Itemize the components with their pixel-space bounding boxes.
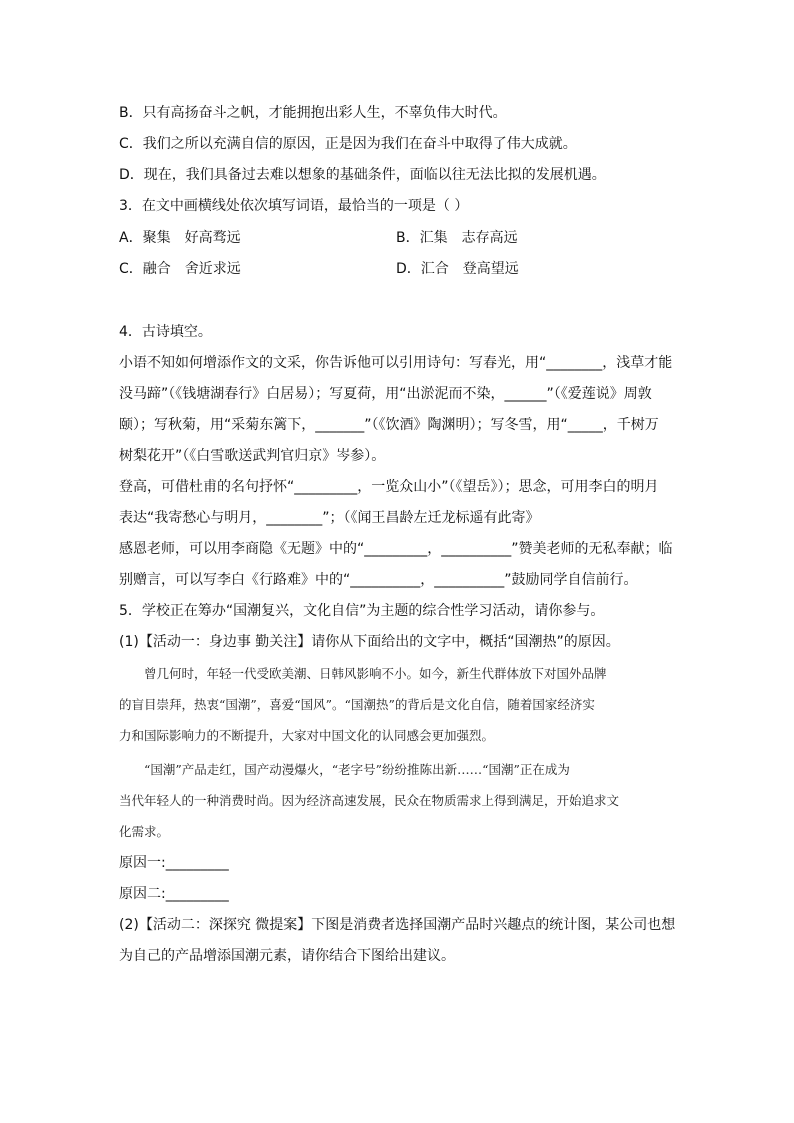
q4-text-line: 树梨花开”（《白雪歌送武判官归京》岑参）。 — [119, 448, 386, 464]
q3-option-a: A．聚集 好高骛远 — [119, 230, 241, 246]
reason-one-answer[interactable]: 原因一:_________ — [119, 855, 229, 871]
reason-two-answer[interactable]: 原因二:_________ — [119, 886, 229, 902]
q3-option-b: B．汇集 志存高远 — [396, 230, 518, 246]
q2-option-b: B．只有高扬奋斗之帆，才能拥抱出彩人生，不辜负伟大时代。 — [119, 105, 507, 121]
q4-text-line: 表达“我寄愁心与明月，________”；（《闻王昌龄左迁龙标遥有此寄》 — [119, 510, 540, 526]
passage-line: 的盲目崇拜，热衷“国潮”，喜爱“国风”。“国潮热”的背后是文化自信，随着国家经济实 — [119, 697, 595, 712]
q3-option-d: D．汇合 登高望远 — [396, 261, 519, 277]
q4-text-line: 小语不知如何增添作文的文采，你告诉他可以引用诗句：写春光，用“________，浅草才能 — [119, 355, 673, 371]
q4-text-line: 别赠言，可以写李白《行路难》中的“__________，__________”鼓励同学自信前行。 — [119, 572, 638, 588]
q4-text-line: 没马蹄”（《钱塘湖春行》白居易）；写夏荷，用“出淤泥而不染，______”（《爱莲说》周敦 — [119, 386, 652, 402]
q2-option-c: C．我们之所以充满自信的原因，正是因为我们在奋斗中取得了伟大成就。 — [119, 136, 577, 152]
q4-text-line: 感恩老师，可以用李商隐《无题》中的“_________，__________”赞美老师的无私奉献；临 — [119, 541, 673, 557]
q2-option-d: D．现在，我们具备过去难以想象的基础条件，面临以往无法比拟的发展机遇。 — [119, 167, 606, 183]
q5-activity1: (1)【活动一：身边事 勤关注】请你从下面给出的文字中，概括“国潮热”的原因。 — [119, 634, 620, 650]
passage-line: 当代年轻人的一种消费时尚。因为经济高速发展，民众在物质需求上得到满足，开始追求文 — [119, 793, 620, 808]
q4-text-line: 颐）；写秋菊，用“采菊东篱下，_______”（《饮酒》陶渊明）；写冬雪，用“_____，千树万 — [119, 417, 659, 433]
q5-title: 5．学校正在筹办“国潮复兴，文化自信”为主题的综合性学习活动，请你参与。 — [119, 603, 605, 619]
q5-activity2-line: 为自己的产品增添国潮元素，请你结合下图给出建议。 — [119, 948, 455, 964]
q4-text-line: 登高，可借杜甫的名句抒怀“_________，一览众山小”（《望岳》）；思念，可用李白的明月 — [119, 479, 659, 495]
passage-line: 力和国际影响力的不断提升，大家对中国文化的认同感会更加强烈。 — [119, 728, 495, 743]
q3-option-c: C．融合 舍近求远 — [119, 261, 241, 277]
passage-line: “国潮”产品走红，国产动漫爆火，“老字号”纷纷推陈出新……“国潮”正在成为 — [119, 762, 570, 777]
q5-activity2-line: (2)【活动二：深探究 微提案】下图是消费者选择国潮产品时兴趣点的统计图，某公司也想 — [119, 917, 676, 933]
passage-line: 化需求。 — [119, 824, 170, 839]
q4-title: 4．古诗填空。 — [119, 324, 212, 340]
passage-line: 曾几何时，年轻一代受欧美潮、日韩风影响不小。如今，新生代群体放下对国外品牌 — [119, 666, 607, 681]
q3-stem: 3．在文中画横线处依次填写词语，最恰当的一项是（ ） — [119, 198, 469, 214]
